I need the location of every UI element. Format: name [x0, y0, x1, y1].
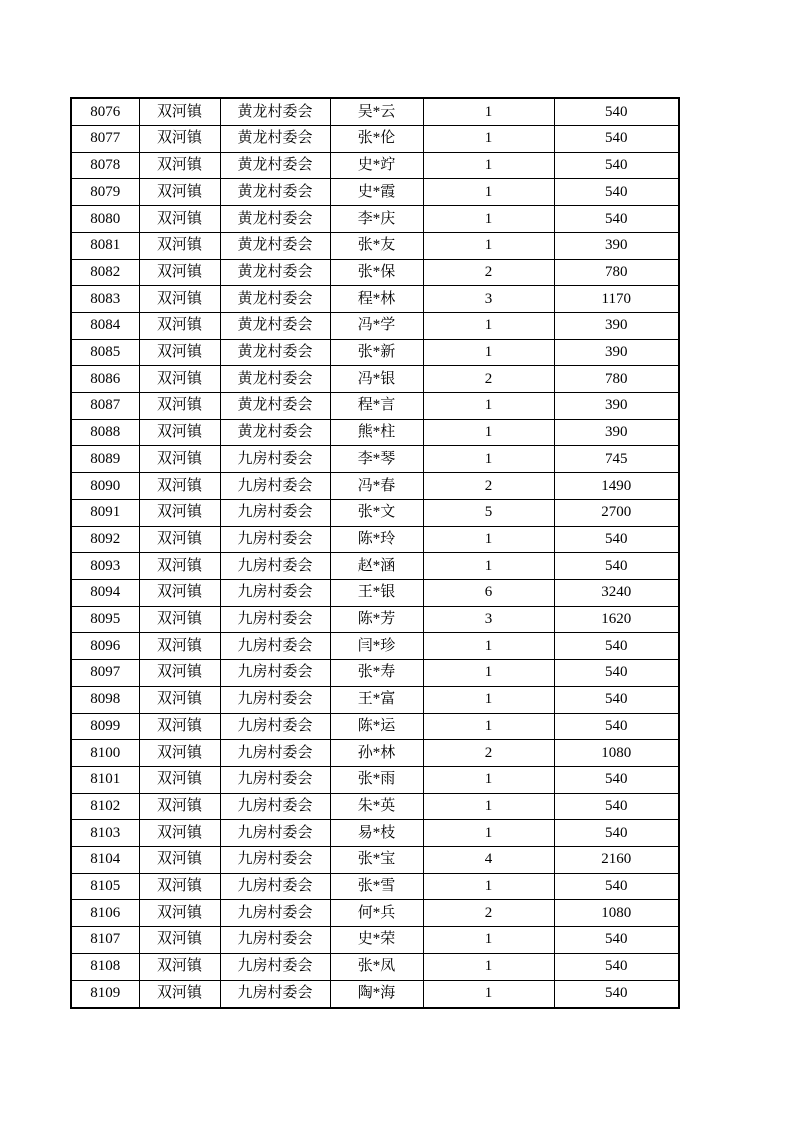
cell-town: 双河镇	[139, 526, 220, 553]
cell-id: 8090	[71, 473, 139, 500]
table-row	[71, 606, 679, 633]
cell-count: 1	[423, 526, 554, 553]
cell-name: 张*伦	[330, 126, 423, 153]
cell-count: 1	[423, 339, 554, 366]
cell-amount: 1620	[554, 606, 679, 633]
cell-id: 8088	[71, 419, 139, 446]
cell-id: 8082	[71, 259, 139, 286]
cell-village: 九房村委会	[220, 446, 330, 473]
cell-amount: 3240	[554, 580, 679, 607]
cell-count: 6	[423, 580, 554, 607]
cell-amount: 540	[554, 152, 679, 179]
cell-count: 2	[423, 473, 554, 500]
cell-town: 双河镇	[139, 820, 220, 847]
cell-village: 九房村委会	[220, 606, 330, 633]
cell-village: 黄龙村委会	[220, 312, 330, 339]
table-row	[71, 312, 679, 339]
cell-name: 闫*珍	[330, 633, 423, 660]
cell-town: 双河镇	[139, 446, 220, 473]
cell-id: 8089	[71, 446, 139, 473]
table-row	[71, 206, 679, 233]
table-row	[71, 126, 679, 153]
table-row	[71, 419, 679, 446]
cell-amount: 540	[554, 793, 679, 820]
cell-id: 8100	[71, 740, 139, 767]
cell-name: 吴*云	[330, 98, 423, 126]
cell-village: 九房村委会	[220, 580, 330, 607]
cell-town: 双河镇	[139, 900, 220, 927]
cell-count: 1	[423, 152, 554, 179]
cell-count: 1	[423, 179, 554, 206]
cell-count: 1	[423, 232, 554, 259]
cell-count: 2	[423, 740, 554, 767]
cell-count: 1	[423, 793, 554, 820]
cell-name: 张*雪	[330, 873, 423, 900]
cell-id: 8109	[71, 980, 139, 1008]
table-row	[71, 473, 679, 500]
cell-name: 赵*涵	[330, 553, 423, 580]
cell-village: 黄龙村委会	[220, 98, 330, 126]
table-row	[71, 633, 679, 660]
cell-town: 双河镇	[139, 152, 220, 179]
cell-amount: 390	[554, 339, 679, 366]
cell-id: 8105	[71, 873, 139, 900]
cell-amount: 540	[554, 873, 679, 900]
cell-count: 1	[423, 553, 554, 580]
cell-town: 双河镇	[139, 980, 220, 1008]
cell-name: 张*宝	[330, 847, 423, 874]
cell-village: 黄龙村委会	[220, 126, 330, 153]
cell-amount: 540	[554, 766, 679, 793]
cell-town: 双河镇	[139, 580, 220, 607]
cell-count: 1	[423, 980, 554, 1008]
cell-village: 黄龙村委会	[220, 286, 330, 313]
cell-village: 九房村委会	[220, 927, 330, 954]
cell-id: 8094	[71, 580, 139, 607]
cell-town: 双河镇	[139, 873, 220, 900]
cell-town: 双河镇	[139, 953, 220, 980]
cell-id: 8108	[71, 953, 139, 980]
cell-count: 1	[423, 927, 554, 954]
table-row	[71, 927, 679, 954]
cell-amount: 390	[554, 232, 679, 259]
table-row	[71, 873, 679, 900]
cell-town: 双河镇	[139, 766, 220, 793]
cell-amount: 390	[554, 312, 679, 339]
cell-village: 九房村委会	[220, 873, 330, 900]
cell-town: 双河镇	[139, 339, 220, 366]
cell-id: 8093	[71, 553, 139, 580]
table-row	[71, 793, 679, 820]
cell-name: 史*霞	[330, 179, 423, 206]
cell-id: 8080	[71, 206, 139, 233]
cell-count: 1	[423, 446, 554, 473]
table-row	[71, 766, 679, 793]
cell-id: 8107	[71, 927, 139, 954]
cell-amount: 745	[554, 446, 679, 473]
cell-village: 九房村委会	[220, 953, 330, 980]
cell-id: 8102	[71, 793, 139, 820]
cell-amount: 540	[554, 953, 679, 980]
cell-amount: 540	[554, 526, 679, 553]
cell-amount: 780	[554, 259, 679, 286]
cell-id: 8078	[71, 152, 139, 179]
cell-amount: 540	[554, 927, 679, 954]
cell-name: 张*友	[330, 232, 423, 259]
cell-town: 双河镇	[139, 847, 220, 874]
cell-name: 陶*海	[330, 980, 423, 1008]
cell-amount: 780	[554, 366, 679, 393]
cell-village: 九房村委会	[220, 633, 330, 660]
cell-name: 冯*春	[330, 473, 423, 500]
cell-count: 1	[423, 953, 554, 980]
cell-village: 九房村委会	[220, 473, 330, 500]
cell-count: 1	[423, 126, 554, 153]
cell-town: 双河镇	[139, 660, 220, 687]
cell-amount: 540	[554, 179, 679, 206]
cell-village: 黄龙村委会	[220, 259, 330, 286]
cell-id: 8099	[71, 713, 139, 740]
cell-count: 1	[423, 873, 554, 900]
cell-name: 张*新	[330, 339, 423, 366]
table-row	[71, 499, 679, 526]
cell-id: 8081	[71, 232, 139, 259]
cell-amount: 540	[554, 206, 679, 233]
cell-village: 九房村委会	[220, 553, 330, 580]
cell-id: 8079	[71, 179, 139, 206]
cell-name: 陈*运	[330, 713, 423, 740]
cell-village: 九房村委会	[220, 660, 330, 687]
cell-name: 李*庆	[330, 206, 423, 233]
cell-name: 程*言	[330, 393, 423, 420]
cell-count: 1	[423, 98, 554, 126]
cell-id: 8083	[71, 286, 139, 313]
table-row	[71, 953, 679, 980]
cell-count: 1	[423, 312, 554, 339]
cell-id: 8084	[71, 312, 139, 339]
cell-amount: 540	[554, 820, 679, 847]
table-row	[71, 152, 679, 179]
cell-amount: 390	[554, 393, 679, 420]
cell-town: 双河镇	[139, 713, 220, 740]
cell-id: 8106	[71, 900, 139, 927]
cell-amount: 540	[554, 98, 679, 126]
cell-town: 双河镇	[139, 259, 220, 286]
table-row	[71, 686, 679, 713]
cell-name: 李*琴	[330, 446, 423, 473]
cell-name: 朱*英	[330, 793, 423, 820]
table-row	[71, 980, 679, 1008]
cell-amount: 540	[554, 713, 679, 740]
cell-village: 黄龙村委会	[220, 179, 330, 206]
cell-count: 2	[423, 259, 554, 286]
cell-village: 九房村委会	[220, 740, 330, 767]
table-row	[71, 526, 679, 553]
cell-count: 5	[423, 499, 554, 526]
cell-name: 程*林	[330, 286, 423, 313]
cell-town: 双河镇	[139, 927, 220, 954]
cell-amount: 1170	[554, 286, 679, 313]
cell-town: 双河镇	[139, 393, 220, 420]
cell-village: 九房村委会	[220, 980, 330, 1008]
table-row	[71, 286, 679, 313]
cell-amount: 540	[554, 686, 679, 713]
cell-name: 张*寿	[330, 660, 423, 687]
cell-count: 3	[423, 286, 554, 313]
table-row	[71, 366, 679, 393]
cell-town: 双河镇	[139, 793, 220, 820]
table-row	[71, 446, 679, 473]
table-row	[71, 847, 679, 874]
cell-village: 黄龙村委会	[220, 232, 330, 259]
cell-name: 张*凤	[330, 953, 423, 980]
cell-village: 九房村委会	[220, 766, 330, 793]
cell-town: 双河镇	[139, 419, 220, 446]
cell-name: 史*竚	[330, 152, 423, 179]
records-table	[70, 97, 680, 1009]
cell-amount: 1490	[554, 473, 679, 500]
cell-amount: 2160	[554, 847, 679, 874]
cell-count: 1	[423, 633, 554, 660]
cell-amount: 2700	[554, 499, 679, 526]
cell-town: 双河镇	[139, 686, 220, 713]
table-row	[71, 98, 679, 126]
cell-name: 王*银	[330, 580, 423, 607]
cell-amount: 390	[554, 419, 679, 446]
cell-id: 8103	[71, 820, 139, 847]
cell-id: 8096	[71, 633, 139, 660]
cell-town: 双河镇	[139, 98, 220, 126]
cell-name: 何*兵	[330, 900, 423, 927]
cell-village: 九房村委会	[220, 900, 330, 927]
cell-id: 8098	[71, 686, 139, 713]
cell-id: 8091	[71, 499, 139, 526]
cell-town: 双河镇	[139, 553, 220, 580]
cell-town: 双河镇	[139, 286, 220, 313]
table-row	[71, 553, 679, 580]
cell-name: 陈*芳	[330, 606, 423, 633]
table-row	[71, 900, 679, 927]
table-row	[71, 740, 679, 767]
cell-name: 冯*学	[330, 312, 423, 339]
cell-town: 双河镇	[139, 473, 220, 500]
table-row	[71, 393, 679, 420]
cell-town: 双河镇	[139, 740, 220, 767]
cell-village: 黄龙村委会	[220, 339, 330, 366]
table-row	[71, 580, 679, 607]
cell-village: 黄龙村委会	[220, 393, 330, 420]
cell-id: 8101	[71, 766, 139, 793]
table-row	[71, 713, 679, 740]
cell-village: 九房村委会	[220, 686, 330, 713]
cell-amount: 1080	[554, 740, 679, 767]
cell-name: 易*枝	[330, 820, 423, 847]
cell-name: 张*雨	[330, 766, 423, 793]
cell-name: 冯*银	[330, 366, 423, 393]
cell-town: 双河镇	[139, 606, 220, 633]
cell-village: 九房村委会	[220, 847, 330, 874]
cell-town: 双河镇	[139, 206, 220, 233]
table-row	[71, 259, 679, 286]
cell-village: 九房村委会	[220, 793, 330, 820]
cell-id: 8085	[71, 339, 139, 366]
cell-name: 陈*玲	[330, 526, 423, 553]
cell-id: 8104	[71, 847, 139, 874]
table-row	[71, 232, 679, 259]
cell-id: 8087	[71, 393, 139, 420]
cell-village: 黄龙村委会	[220, 419, 330, 446]
cell-count: 1	[423, 686, 554, 713]
cell-name: 王*富	[330, 686, 423, 713]
cell-name: 张*文	[330, 499, 423, 526]
cell-name: 熊*柱	[330, 419, 423, 446]
cell-village: 九房村委会	[220, 713, 330, 740]
cell-village: 黄龙村委会	[220, 366, 330, 393]
cell-amount: 540	[554, 553, 679, 580]
table-row	[71, 179, 679, 206]
cell-town: 双河镇	[139, 232, 220, 259]
cell-town: 双河镇	[139, 499, 220, 526]
cell-amount: 540	[554, 660, 679, 687]
cell-count: 1	[423, 660, 554, 687]
cell-amount: 540	[554, 633, 679, 660]
cell-id: 8095	[71, 606, 139, 633]
cell-count: 4	[423, 847, 554, 874]
cell-amount: 540	[554, 980, 679, 1008]
cell-town: 双河镇	[139, 126, 220, 153]
table-row	[71, 339, 679, 366]
cell-id: 8077	[71, 126, 139, 153]
cell-count: 1	[423, 393, 554, 420]
cell-town: 双河镇	[139, 179, 220, 206]
cell-count: 1	[423, 820, 554, 847]
table-row	[71, 820, 679, 847]
cell-town: 双河镇	[139, 312, 220, 339]
cell-id: 8092	[71, 526, 139, 553]
table-row	[71, 660, 679, 687]
cell-town: 双河镇	[139, 366, 220, 393]
cell-count: 1	[423, 206, 554, 233]
cell-village: 九房村委会	[220, 820, 330, 847]
cell-name: 史*荣	[330, 927, 423, 954]
cell-count: 3	[423, 606, 554, 633]
cell-count: 2	[423, 366, 554, 393]
cell-village: 黄龙村委会	[220, 152, 330, 179]
cell-amount: 540	[554, 126, 679, 153]
cell-id: 8076	[71, 98, 139, 126]
cell-amount: 1080	[554, 900, 679, 927]
cell-id: 8097	[71, 660, 139, 687]
cell-village: 九房村委会	[220, 526, 330, 553]
cell-count: 1	[423, 766, 554, 793]
cell-name: 张*保	[330, 259, 423, 286]
cell-count: 1	[423, 419, 554, 446]
cell-count: 1	[423, 713, 554, 740]
records-table-body	[71, 98, 679, 1008]
cell-name: 孙*林	[330, 740, 423, 767]
cell-count: 2	[423, 900, 554, 927]
cell-village: 九房村委会	[220, 499, 330, 526]
cell-village: 黄龙村委会	[220, 206, 330, 233]
cell-id: 8086	[71, 366, 139, 393]
cell-town: 双河镇	[139, 633, 220, 660]
